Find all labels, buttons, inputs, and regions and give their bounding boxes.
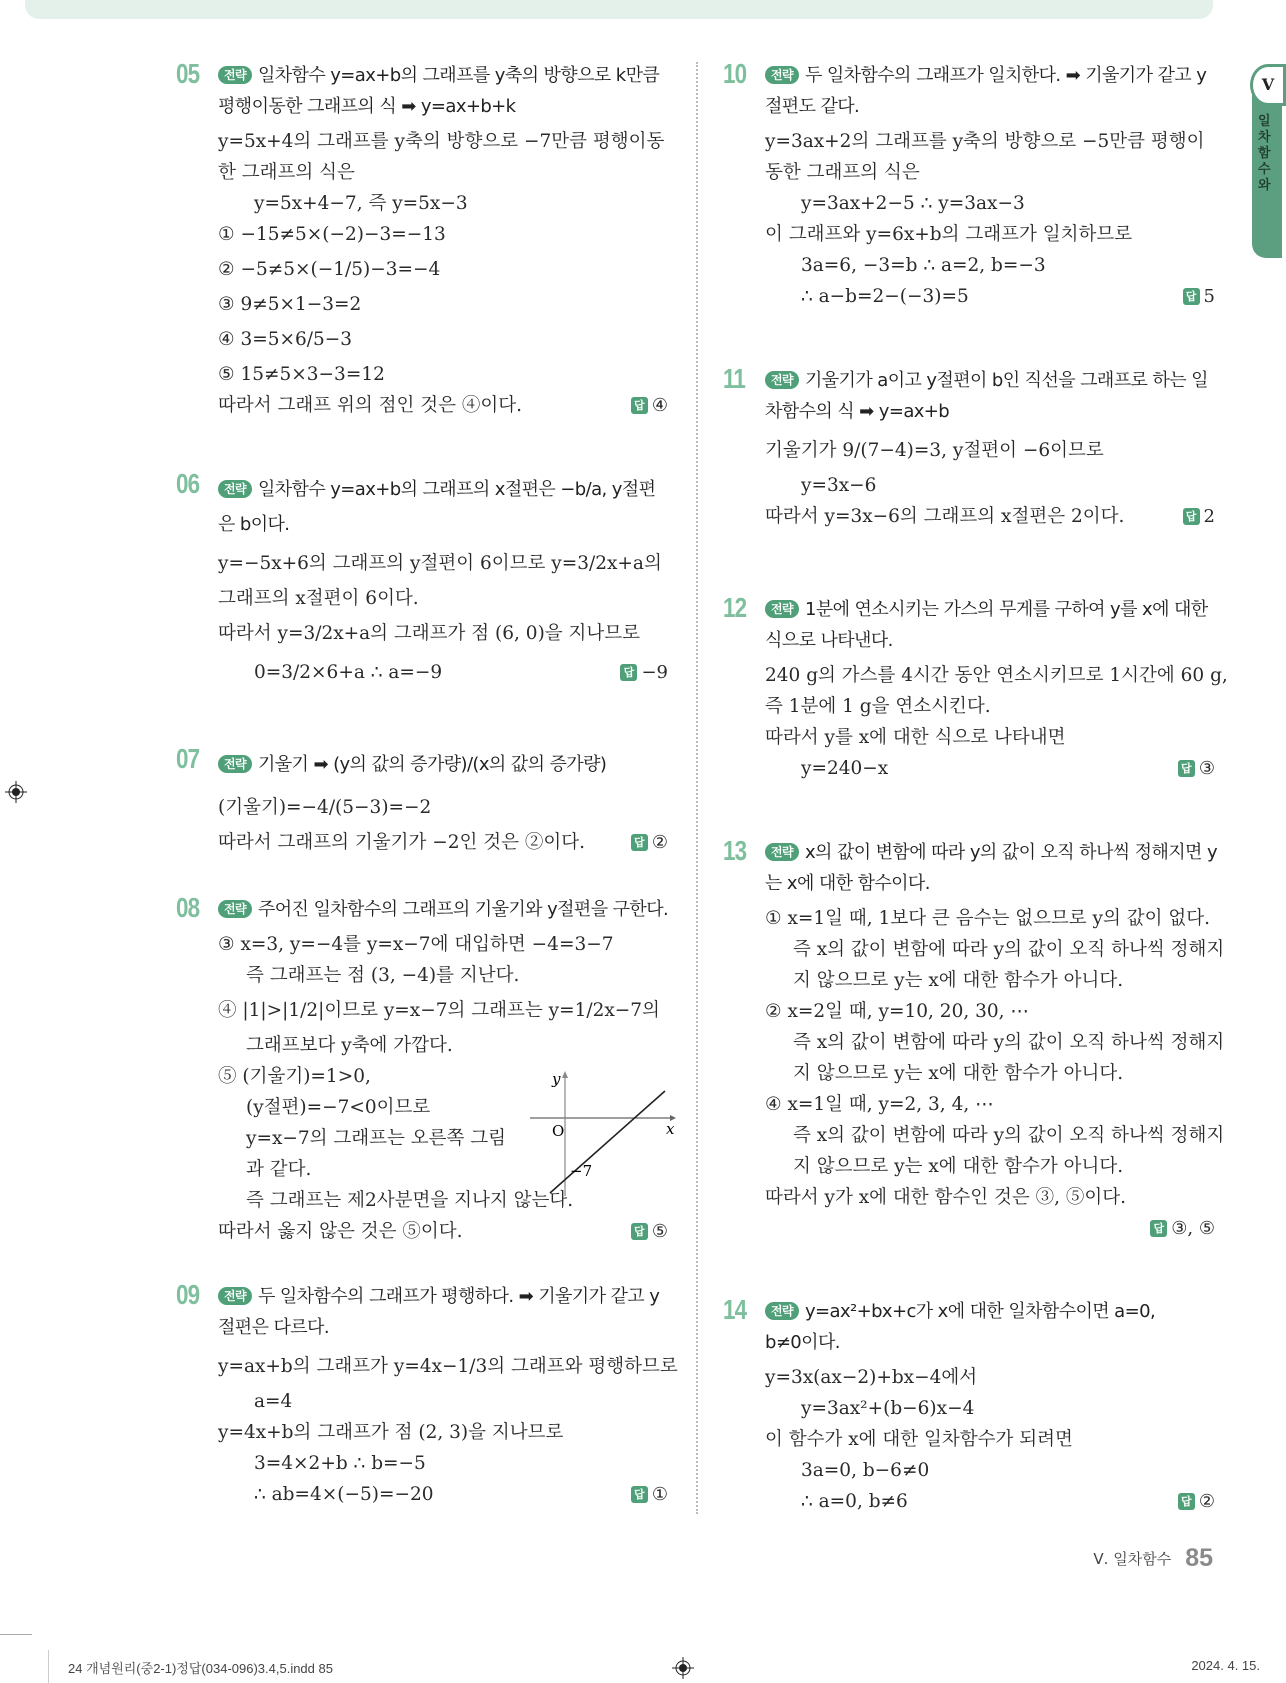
solution-line: 지 않으므로 y는 x에 대한 함수가 아니다. (793, 970, 1124, 991)
solution-line: 따라서 옳지 않은 것은 ⑤이다. (218, 1221, 463, 1242)
problem-14 (723, 1294, 1215, 1517)
strategy-badge: 전략 (218, 1287, 252, 1305)
chapter-side-tab (1252, 66, 1282, 258)
slug-filename: 24 개념원리(중2-1)정답(034-096)3.4,5.indd 85 (68, 1661, 333, 1676)
strategy-line (218, 470, 668, 509)
solution-line: y=ax+b의 그래프가 y=4x−1/3의 그래프와 평행하므로 (218, 1356, 678, 1377)
slug-date: 2024. 4. 15. (1191, 1658, 1260, 1673)
origin-label: O (552, 1122, 565, 1140)
solution-line: y=x−7의 그래프는 오른쪽 그림 (246, 1128, 507, 1149)
problem-number: 06 (176, 468, 200, 499)
crop-mark (0, 1634, 32, 1635)
answer (631, 1216, 668, 1247)
solution-line: (y절편)=−7<0이므로 (246, 1097, 431, 1118)
solution-line: 따라서 y=3x−6의 그래프의 x절편은 2이다. (765, 506, 1125, 527)
solution-line: y=5x+4의 그래프를 y축의 방향으로 −7만큼 평행이동 (218, 131, 665, 152)
solution-line: 그래프의 x절편이 6이다. (218, 588, 419, 609)
solution-line: (기울기)=−4/(5−3)=−2 (218, 797, 432, 818)
strategy-text: 1분에 연소시키는 가스의 무게를 구하여 y를 x에 대한 (804, 599, 1208, 620)
problem-number: 11 (723, 363, 746, 394)
solution-line: ∴ ab=4×(−5)=−20 (254, 1484, 434, 1505)
solution-line: 즉 1분에 1 g을 연소시킨다. (765, 696, 991, 717)
strategy-badge: 전략 (218, 66, 252, 84)
problem-number: 13 (723, 835, 747, 866)
answer (1183, 501, 1215, 532)
problem-number: 08 (176, 892, 200, 923)
strategy-text: 은 b이다. (218, 514, 290, 535)
answer-badge: 답 (1183, 288, 1200, 305)
solution-line: ① −15≠5×(−2)−3=−13 (218, 224, 446, 245)
strategy-badge: 전략 (218, 755, 252, 773)
solution-line: y=4x+b의 그래프가 점 (2, 3)을 지나므로 (218, 1422, 564, 1443)
solution-line: 그래프보다 y축에 가깝다. (246, 1035, 453, 1056)
solution-line: 따라서 그래프 위의 점인 것은 ④이다. (218, 395, 522, 416)
solution-line: 3=4×2+b ∴ b=−5 (254, 1453, 426, 1474)
solution-line: ④ 3=5×6/5−3 (218, 329, 353, 350)
solution-line: 이 그래프와 y=6x+b의 그래프가 일치하므로 (765, 224, 1133, 245)
answer-badge: 답 (631, 1486, 648, 1503)
strategy-text: 주어진 일차함수의 그래프의 기울기와 y절편을 구한다. (257, 899, 669, 920)
answer-value: ④ (651, 395, 668, 416)
solution-line: ③ x=3, y=−4를 y=x−7에 대입하면 −4=3−7 (218, 934, 614, 955)
solution-line: 따라서 y=3/2x+a의 그래프가 점 (6, 0)을 지나므로 (218, 623, 641, 644)
answer-value: ② (1198, 1491, 1215, 1512)
strategy-text: b≠0이다. (765, 1332, 840, 1353)
strategy-text: 평행이동한 그래프의 식 ➡ y=ax+b+k (218, 96, 516, 117)
solution-line: ① x=1일 때, 1보다 큰 음수는 없으므로 y의 값이 없다. (765, 908, 1211, 929)
top-color-band (25, 0, 1213, 19)
y-intercept-label: −7 (570, 1162, 593, 1180)
answer-value: ③, ⑤ (1171, 1218, 1215, 1239)
solution-line: 이 함수가 x에 대한 일차함수가 되려면 (765, 1429, 1073, 1450)
answer (631, 1479, 668, 1510)
registration-mark-icon (5, 781, 27, 803)
crop-mark-vertical (48, 1650, 49, 1683)
problem-number: 05 (176, 58, 200, 89)
solution-line: ④ |1|>|1/2|이므로 y=x−7의 그래프는 y=1/2x−7의 (218, 1000, 660, 1021)
solution-line: a=4 (254, 1391, 293, 1412)
strategy-text: x의 값이 변함에 따라 y의 값이 오직 하나씩 정해지면 y (804, 842, 1217, 863)
answer-value: 2 (1203, 506, 1215, 527)
strategy-text: 기울기 ➡ (y의 값의 증가량)/(x의 값의 증가량) (257, 754, 607, 775)
function-line (550, 1091, 665, 1193)
answer-value: −9 (641, 662, 668, 683)
solution-line: 동한 그래프의 식은 (765, 162, 920, 183)
strategy-badge: 전략 (218, 480, 252, 498)
strategy-line (765, 91, 1215, 122)
solution-line: 따라서 그래프의 기울기가 −2인 것은 ②이다. (218, 832, 585, 853)
solution-line: 즉 x의 값이 변함에 따라 y의 값이 오직 하나씩 정해지 (793, 1032, 1225, 1053)
section-title: Ⅴ. 일차함수 (1093, 1550, 1172, 1568)
strategy-badge: 전략 (218, 900, 252, 918)
answer-badge: 답 (631, 834, 648, 851)
registration-mark-icon (672, 1657, 694, 1679)
solution-line: y=240−x (801, 758, 889, 779)
answer-value: ② (651, 832, 668, 853)
solution-line: 지 않으므로 y는 x에 대한 함수가 아니다. (793, 1156, 1124, 1177)
strategy-text: 일차함수 y=ax+b의 그래프를 y축의 방향으로 k만큼 (257, 65, 660, 86)
y-axis-label: y (552, 1070, 561, 1088)
strategy-line (218, 60, 668, 91)
answer-badge: 답 (1178, 760, 1195, 777)
strategy-badge: 전략 (765, 371, 799, 389)
problem-number: 09 (176, 1279, 200, 1310)
x-axis-label: x (666, 1120, 675, 1138)
answer-badge: 답 (631, 1223, 648, 1240)
chapter-tab-label: 일차함수와 (1258, 114, 1271, 193)
solution-line: y=3ax+2의 그래프를 y축의 방향으로 −5만큼 평행이 (765, 131, 1205, 152)
strategy-badge: 전략 (765, 1302, 799, 1320)
answer (631, 827, 668, 858)
solution-line: ③ 9≠5×1−3=2 (218, 294, 362, 315)
strategy-text: 두 일차함수의 그래프가 일치한다. ➡ 기울기가 같고 y (804, 65, 1207, 86)
strategy-line (218, 509, 668, 540)
strategy-line (218, 1281, 668, 1312)
problem-09 (176, 1279, 678, 1510)
strategy-text: 기울기가 a이고 y절편이 b인 직선을 그래프로 하는 일 (804, 370, 1208, 391)
solution-line: 즉 그래프는 점 (3, −4)를 지난다. (246, 965, 520, 986)
strategy-line (765, 396, 1215, 427)
solution-line: 즉 그래프는 제2사분면을 지나지 않는다. (246, 1190, 574, 1211)
strategy-line (765, 1327, 1215, 1358)
solution-line: y=3ax+2−5 ∴ y=3ax−3 (801, 193, 1025, 214)
problem-05 (176, 58, 668, 421)
solution-line: ② −5≠5×(−1/5)−3=−4 (218, 259, 441, 280)
solution-line: y=3ax²+(b−6)x−4 (801, 1398, 975, 1419)
answer-badge: 답 (1183, 508, 1200, 525)
answer (631, 390, 668, 421)
answer (1178, 753, 1215, 784)
running-footer (1093, 1544, 1213, 1573)
strategy-badge: 전략 (765, 843, 799, 861)
problem-10 (723, 58, 1215, 312)
strategy-line (765, 837, 1215, 868)
solution-line: y=3x−6 (801, 475, 877, 496)
strategy-text: 절편은 다르다. (218, 1317, 329, 1338)
problem-number: 10 (723, 58, 747, 89)
solution-line: 따라서 y를 x에 대한 식으로 나타내면 (765, 727, 1066, 748)
strategy-text: 차함수의 식 ➡ y=ax+b (765, 401, 950, 422)
answer-badge: 답 (620, 664, 637, 681)
solution-line: 240 g의 가스를 4시간 동안 연소시키므로 1시간에 60 g, (765, 665, 1228, 686)
strategy-line (218, 745, 668, 784)
problem-number: 07 (176, 743, 200, 774)
solution-line: y=5x+4−7, 즉 y=5x−3 (254, 193, 468, 214)
graph-y-equals-x-minus-7 (530, 1068, 680, 1198)
strategy-line (765, 594, 1215, 625)
strategy-line (765, 365, 1215, 396)
strategy-line (218, 894, 668, 925)
strategy-line (218, 1312, 668, 1343)
strategy-badge: 전략 (765, 66, 799, 84)
problem-11 (723, 363, 1215, 532)
chapter-roman-numeral: V (1250, 64, 1286, 106)
solution-line: ∴ a−b=2−(−3)=5 (801, 286, 969, 307)
strategy-line (765, 60, 1215, 91)
solution-line: 3a=6, −3=b ∴ a=2, b=−3 (801, 255, 1046, 276)
solution-line: y=−5x+6의 그래프의 y절편이 6이므로 y=3/2x+a의 (218, 553, 662, 574)
strategy-line (765, 868, 1215, 899)
solution-line: 따라서 y가 x에 대한 함수인 것은 ③, ⑤이다. (765, 1187, 1127, 1208)
answer (1150, 1213, 1215, 1244)
problem-06 (176, 468, 668, 692)
strategy-text: 두 일차함수의 그래프가 평행하다. ➡ 기울기가 같고 y (257, 1286, 660, 1307)
strategy-text: y=ax²+bx+c가 x에 대한 일차함수이면 a=0, (804, 1301, 1156, 1322)
solution-line: 즉 x의 값이 변함에 따라 y의 값이 오직 하나씩 정해지 (793, 939, 1225, 960)
solution-line: ④ x=1일 때, y=2, 3, 4, ⋯ (765, 1094, 994, 1115)
answer-value: ⑤ (651, 1221, 668, 1242)
solution-line: 기울기가 9/(7−4)=3, y절편이 −6이므로 (765, 440, 1104, 461)
column-divider (696, 62, 698, 1514)
strategy-badge: 전략 (765, 600, 799, 618)
solution-line: 지 않으므로 y는 x에 대한 함수가 아니다. (793, 1063, 1124, 1084)
answer (1183, 281, 1215, 312)
solution-line: 0=3/2×6+a ∴ a=−9 (254, 662, 443, 683)
answer (1178, 1486, 1215, 1517)
answer-badge: 답 (1178, 1493, 1195, 1510)
strategy-line (765, 625, 1215, 656)
solution-line: 과 같다. (246, 1159, 312, 1180)
solution-line: ⑤ (기울기)=1>0, (218, 1066, 371, 1087)
answer-value: ③ (1198, 758, 1215, 779)
strategy-line (765, 1296, 1215, 1327)
strategy-text: 식으로 나타낸다. (765, 630, 893, 651)
strategy-text: 일차함수 y=ax+b의 그래프의 x절편은 −b/a, y절편 (257, 479, 656, 500)
strategy-text: 는 x에 대한 함수이다. (765, 873, 930, 894)
problem-07 (176, 743, 668, 858)
solution-line: 즉 x의 값이 변함에 따라 y의 값이 오직 하나씩 정해지 (793, 1125, 1225, 1146)
solution-line: 한 그래프의 식은 (218, 162, 355, 183)
answer-badge: 답 (631, 397, 648, 414)
strategy-line (218, 91, 668, 122)
answer-value: 5 (1203, 286, 1215, 307)
answer-badge: 답 (1150, 1220, 1167, 1237)
strategy-text: 절편도 같다. (765, 96, 860, 117)
answer-value: ① (651, 1484, 668, 1505)
problem-12 (723, 592, 1228, 784)
problem-number: 12 (723, 592, 747, 623)
problem-13 (723, 835, 1225, 1244)
answer (620, 653, 668, 692)
page-number: 85 (1185, 1544, 1213, 1572)
y-axis-arrow (562, 1071, 568, 1078)
solution-line: ⑤ 15≠5×3−3=12 (218, 364, 385, 385)
solution-line (765, 1213, 1215, 1244)
solution-line: ∴ a=0, b≠6 (801, 1491, 908, 1512)
solution-line: 3a=0, b−6≠0 (801, 1460, 930, 1481)
solution-line: ② x=2일 때, y=10, 20, 30, ⋯ (765, 1001, 1029, 1022)
problem-number: 14 (723, 1294, 747, 1325)
solution-line: y=3x(ax−2)+bx−4에서 (765, 1367, 978, 1388)
